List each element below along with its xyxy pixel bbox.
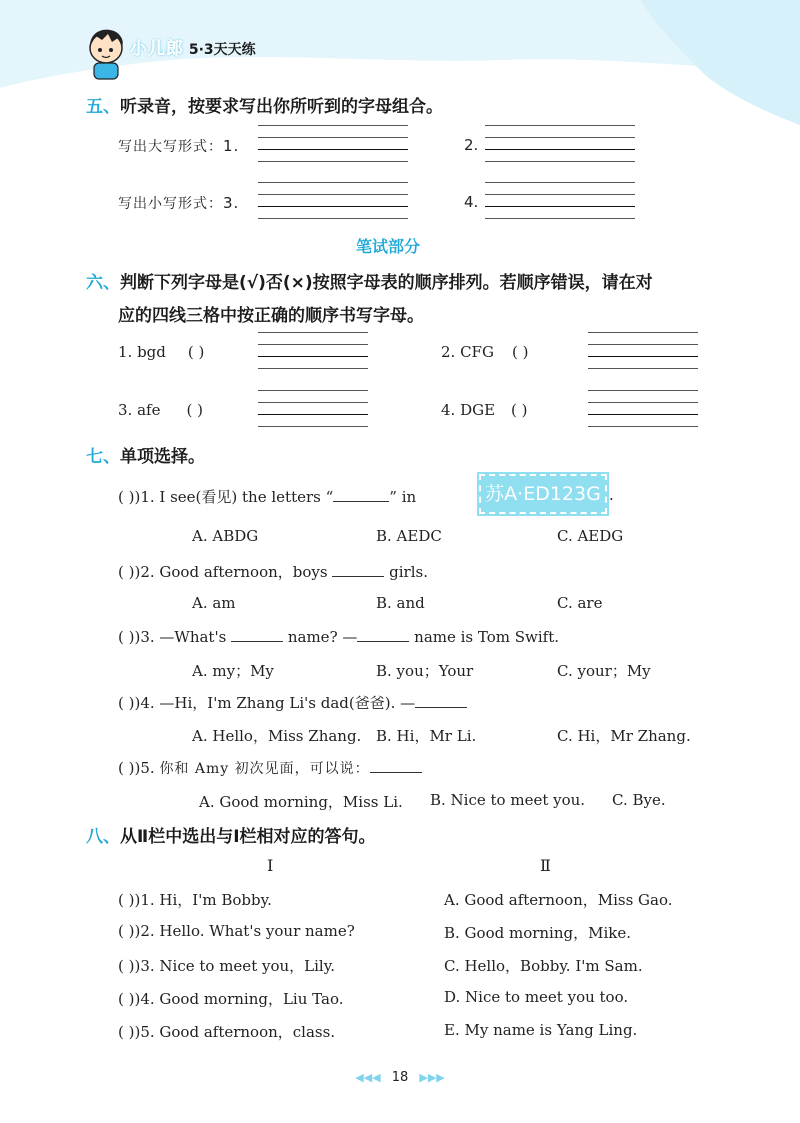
section-7-heading — [86, 442, 205, 467]
item-number: 4. — [464, 193, 479, 211]
writing-lines-3[interactable] — [258, 182, 408, 222]
option-b[interactable]: B. Nice to meet you. — [430, 791, 586, 809]
answer-paren[interactable]: ( ) — [511, 343, 529, 361]
answer-paren[interactable]: ( ) — [118, 1023, 135, 1041]
option-a[interactable]: A. ABDG — [192, 527, 259, 545]
option-b[interactable]: B. you；Your — [376, 662, 474, 680]
column-1-header: Ⅰ — [267, 856, 274, 875]
answer-paren[interactable]: ( ) — [118, 759, 135, 777]
writing-lines-2[interactable] — [485, 125, 635, 165]
answer-paren[interactable]: ( ) — [118, 891, 135, 909]
item-number: 2. — [464, 136, 479, 154]
section-6-heading-line2: 应的四线三格中按正确的顺序书写字母。 — [118, 306, 424, 326]
match-right-a: A. Good afternoon，Miss Gao. — [444, 891, 673, 909]
option-c[interactable]: C. Bye. — [612, 791, 666, 809]
section-8-heading — [86, 822, 376, 847]
answer-paren[interactable]: ( ) — [118, 628, 135, 646]
lower-label: 写出小写形式：3. — [118, 194, 240, 212]
match-left-4: ( ))4. Good morning，Liu Tao. — [118, 990, 344, 1008]
question-5: ( ))5. 你和 Amy 初次见面，可以说： — [118, 758, 422, 778]
page-number: 18 — [391, 1070, 409, 1085]
section-number: 六、 — [86, 273, 120, 293]
match-right-e: E. My name is Yang Ling. — [444, 1021, 638, 1039]
blank[interactable] — [370, 758, 422, 773]
blank[interactable] — [231, 627, 283, 642]
blank[interactable] — [333, 487, 389, 502]
question-1: ( ))1. I see(看见) the letters “ ” in — [118, 488, 417, 506]
judge-item-1: 1. bgd ( ) — [118, 343, 205, 361]
page-footer — [340, 1066, 460, 1085]
series-title: 5·3天天练 — [188, 42, 256, 58]
match-left-3: ( ))3. Nice to meet you，Lily. — [118, 957, 335, 975]
blank[interactable] — [415, 693, 467, 708]
match-right-c: C. Hello，Bobby. I'm Sam. — [444, 957, 643, 975]
section-6-heading — [86, 268, 653, 293]
option-a[interactable]: A. Good morning，Miss Li. — [199, 793, 403, 811]
answer-paren[interactable]: ( ) — [118, 694, 135, 712]
left-arrows-icon: ◀◀◀ — [355, 1071, 381, 1084]
judge-item-4: 4. DGE ( ) — [441, 401, 528, 419]
answer-paren[interactable]: ( ) — [118, 488, 135, 506]
section-5-heading — [86, 92, 443, 117]
match-right-d: D. Nice to meet you too. — [444, 988, 629, 1006]
section-number: 八、 — [86, 827, 120, 847]
judge-item-2: 2. CFG ( ) — [441, 343, 529, 361]
brand — [130, 34, 256, 59]
answer-paren[interactable]: ( ) — [118, 990, 135, 1008]
writing-lines-1[interactable] — [258, 125, 408, 165]
option-a[interactable]: A. my；My — [192, 662, 274, 680]
section-title: 听录音，按要求写出你所听到的字母组合。 — [120, 97, 443, 117]
period: . — [609, 486, 614, 504]
answer-paren[interactable]: ( ) — [511, 401, 528, 419]
option-b[interactable]: B. and — [376, 594, 425, 612]
mascot-boy-icon — [84, 28, 128, 84]
writing-lines-4[interactable] — [485, 182, 635, 222]
match-left-5: ( ))5. Good afternoon，class. — [118, 1023, 336, 1041]
question-4: ( ))4. —Hi，I'm Zhang Li's dad(爸爸). — — [118, 692, 467, 713]
writing-lines-judge-4[interactable] — [588, 390, 698, 430]
question-3: ( ))3. —What's name? — name is Tom Swift. — [118, 628, 560, 646]
option-a[interactable]: A. am — [192, 594, 236, 612]
upper-label: 写出大写形式：1. — [118, 137, 240, 155]
section-title: 从Ⅱ栏中选出与Ⅰ栏相对应的答句。 — [120, 827, 376, 847]
right-arrows-icon: ▶▶▶ — [419, 1071, 445, 1084]
writing-lines-judge-1[interactable] — [258, 332, 368, 372]
section-number: 五、 — [86, 97, 120, 117]
option-a[interactable]: A. Hello，Miss Zhang. — [192, 727, 362, 745]
column-2-header: Ⅱ — [540, 856, 551, 875]
option-c[interactable]: C. Hi，Mr Zhang. — [557, 727, 691, 745]
blank[interactable] — [332, 562, 384, 577]
option-c[interactable]: C. your；My — [557, 662, 651, 680]
option-b[interactable]: B. Hi，Mr Li. — [376, 727, 477, 745]
blank[interactable] — [357, 627, 409, 642]
match-left-1: ( ))1. Hi，I'm Bobby. — [118, 891, 272, 909]
question-2: ( ))2. Good afternoon，boys girls. — [118, 563, 428, 581]
brand-logo: 小儿郎 — [130, 39, 184, 59]
answer-paren[interactable]: ( ) — [118, 957, 135, 975]
written-part-title: 笔试部分 — [356, 237, 421, 256]
answer-paren[interactable]: ( ) — [118, 922, 135, 940]
section-number: 七、 — [86, 447, 120, 467]
match-right-b: B. Good morning，Mike. — [444, 924, 632, 942]
section-title: 单项选择。 — [120, 447, 205, 467]
writing-lines-judge-3[interactable] — [258, 390, 368, 430]
answer-paren[interactable]: ( ) — [186, 401, 203, 419]
match-left-2: ( ))2. Hello. What's your name? — [118, 922, 355, 940]
option-b[interactable]: B. AEDC — [376, 527, 442, 545]
option-c[interactable]: C. AEDG — [557, 527, 624, 545]
answer-paren[interactable]: ( ) — [187, 343, 205, 361]
judge-item-3: 3. afe ( ) — [118, 401, 203, 419]
writing-lines-judge-2[interactable] — [588, 332, 698, 372]
answer-paren[interactable]: ( ) — [118, 563, 135, 581]
option-c[interactable]: C. are — [557, 594, 603, 612]
license-plate-image: 苏A·ED123G — [479, 474, 607, 514]
section-title: 判断下列字母是(√)否(×)按照字母表的顺序排列。若顺序错误，请在对 — [120, 273, 653, 293]
